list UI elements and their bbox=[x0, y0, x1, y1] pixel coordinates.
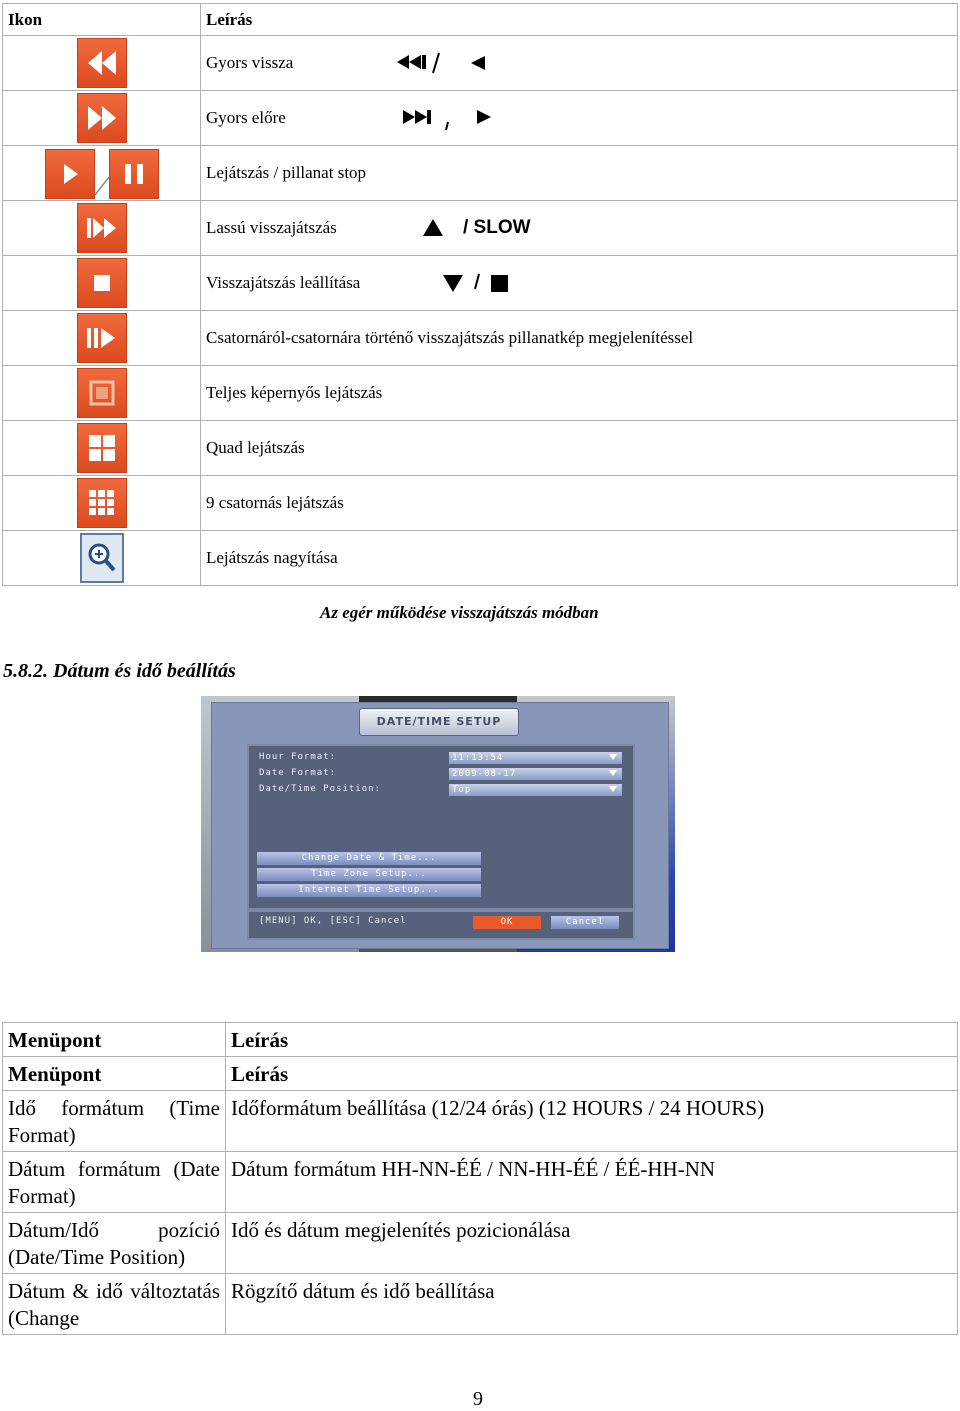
chevron-down-icon bbox=[609, 754, 617, 760]
row-label: Lejátszás / pillanat stop bbox=[206, 163, 367, 182]
up-arrow-icon bbox=[421, 214, 445, 242]
description-cell: Időformátum beállítása (12/24 órás) (12 HOURS / 24 HOURS) bbox=[226, 1091, 958, 1152]
rewind-keys-icon bbox=[395, 49, 495, 77]
table-header-row bbox=[3, 4, 958, 36]
chevron-down-icon bbox=[609, 786, 617, 792]
ok-button[interactable]: OK bbox=[473, 916, 541, 929]
icon-table bbox=[2, 3, 958, 586]
table-header-row bbox=[3, 1023, 958, 1057]
table-row bbox=[3, 421, 958, 476]
row-label: Gyors vissza bbox=[206, 53, 294, 72]
menu-item-cell: Dátum formátum (Date Format) bbox=[3, 1152, 226, 1213]
menu-table bbox=[2, 1022, 958, 1335]
fast-forward-icon bbox=[77, 93, 127, 143]
table-row bbox=[3, 1274, 958, 1335]
osd-title: DATE/TIME SETUP bbox=[359, 708, 519, 736]
menu-item-cell: Idő formátum (Time Format) bbox=[3, 1091, 226, 1152]
date-format-label: Date Format: bbox=[259, 768, 337, 778]
header-description: Leírás bbox=[226, 1023, 958, 1057]
header-icon: Ikon bbox=[3, 4, 201, 36]
table-row bbox=[3, 146, 958, 201]
position-select[interactable]: Top bbox=[449, 784, 622, 796]
table-row bbox=[3, 201, 958, 256]
row-label: Visszajátszás leállítása bbox=[206, 273, 361, 292]
table-row bbox=[3, 531, 958, 586]
table-row bbox=[3, 476, 958, 531]
hour-format-select[interactable]: 11:13:54 bbox=[449, 752, 622, 764]
table-row bbox=[3, 1152, 958, 1213]
table-row bbox=[3, 91, 958, 146]
table-row bbox=[3, 256, 958, 311]
row-label: Csatornáról-csatornára történő visszajátszás pillanatkép megjelenítéssel bbox=[206, 328, 694, 347]
caption: Az egér működése visszajátszás módban bbox=[320, 603, 599, 622]
zoom-icon bbox=[80, 533, 124, 583]
row-label: Teljes képernyős lejátszás bbox=[206, 383, 383, 402]
play-pause-icon bbox=[45, 149, 159, 197]
table-row bbox=[3, 311, 958, 366]
row-label: Lejátszás nagyítása bbox=[206, 548, 338, 567]
page-number: 9 bbox=[473, 1388, 483, 1410]
change-date-time-button[interactable]: Change Date & Time... bbox=[257, 852, 481, 865]
row-label: 9 csatornás lejátszás bbox=[206, 493, 344, 512]
rewind-icon bbox=[77, 38, 127, 88]
table-row bbox=[3, 366, 958, 421]
table-row bbox=[3, 36, 958, 91]
header-description: Leírás bbox=[226, 1057, 958, 1091]
datetime-setup-screenshot bbox=[201, 696, 675, 952]
step-play-icon bbox=[77, 313, 127, 363]
description-cell: Rögzítő dátum és idő beállítása bbox=[226, 1274, 958, 1335]
chevron-down-icon bbox=[609, 770, 617, 776]
table-row bbox=[3, 1091, 958, 1152]
table-row bbox=[3, 1213, 958, 1274]
row-label: Lassú visszajátszás bbox=[206, 218, 337, 237]
menu-item-cell: Dátum & idő változtatás (Change bbox=[3, 1274, 226, 1335]
header-menu-item: Menüpont bbox=[3, 1023, 226, 1057]
slow-play-icon bbox=[77, 203, 127, 253]
slow-label: / SLOW bbox=[463, 217, 531, 238]
stop-icon bbox=[77, 258, 127, 308]
row-label: Gyors előre bbox=[206, 108, 286, 127]
hour-format-label: Hour Format: bbox=[259, 752, 337, 762]
date-format-select[interactable]: 2009-08-17 bbox=[449, 768, 622, 780]
description-cell: Idő és dátum megjelenítés pozicionálása bbox=[226, 1213, 958, 1274]
fast-forward-keys-icon bbox=[401, 104, 501, 132]
header-menu-item: Menüpont bbox=[3, 1057, 226, 1091]
internet-time-setup-button[interactable]: Internet Time Setup... bbox=[257, 884, 481, 897]
quad-icon bbox=[77, 423, 127, 473]
table-header-row bbox=[3, 1057, 958, 1091]
stop-keys-icon bbox=[441, 269, 521, 297]
section-heading: 5.8.2. Dátum és idő beállítás bbox=[3, 660, 236, 682]
header-desc: Leírás bbox=[201, 4, 958, 36]
time-zone-setup-button[interactable]: Time Zone Setup... bbox=[257, 868, 481, 881]
nine-grid-icon bbox=[77, 478, 127, 528]
menu-item-cell: Dátum/Idő pozíció (Date/Time Position) bbox=[3, 1213, 226, 1274]
position-label: Date/Time Position: bbox=[259, 784, 381, 794]
osd-hint: [MENU] OK, [ESC] Cancel bbox=[259, 916, 407, 926]
cancel-button[interactable]: Cancel bbox=[551, 916, 619, 929]
fullscreen-icon bbox=[77, 368, 127, 418]
row-label: Quad lejátszás bbox=[206, 438, 305, 457]
description-cell: Dátum formátum HH-NN-ÉÉ / NN-HH-ÉÉ / ÉÉ-HH-NN bbox=[226, 1152, 958, 1213]
